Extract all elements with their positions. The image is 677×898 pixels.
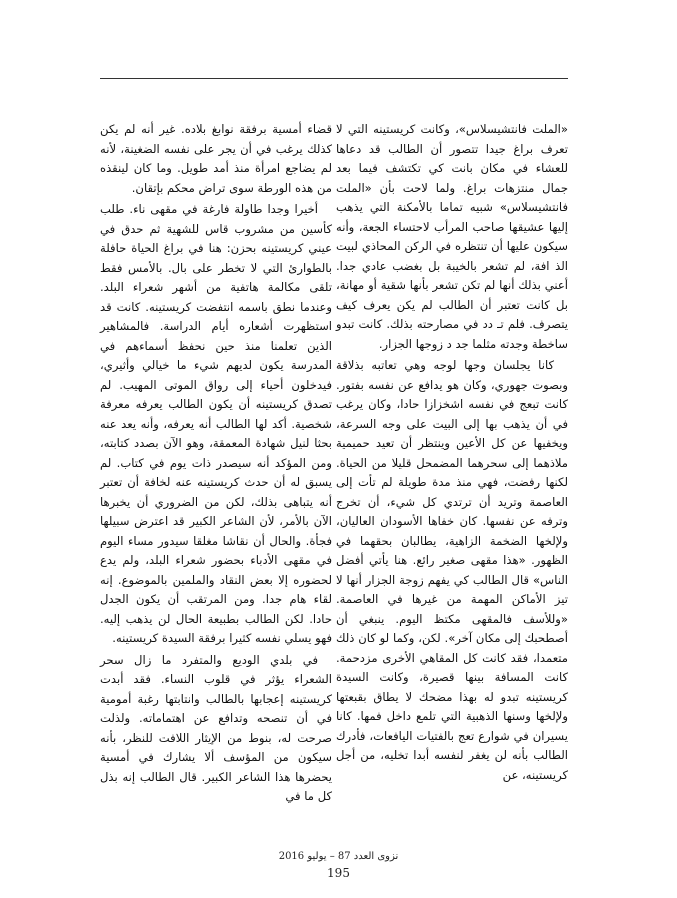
- page-number: 195: [327, 866, 350, 880]
- left-column: [100, 120, 332, 807]
- paragraph: «الملت فانتشيسلاس»، وكانت كريستينه التي لا تعرف براغ جيدا تتصور أن الطالب قد دعاها للعشاء في مكان بانت كي تكتشف فيما بعد جمال منتزهات براغ. ولما لاحت بأن «الملت فانتشيسلاس» شبيه تماما بالأمكنة التي يذهب إليها عشيقها صاحب المرأب لاحتساء الجعة، وأنه سيكون عليها أن تنتظره في الركن المحاذي لبيت الذ افة، لم تشعر بالخيبة بل بغضب عادي جدا. أعني بذلك أنها لم تكن تشعر بأنها شقية أو مهانة، بل كانت تعتبر أن الطالب لم يكن يعرف كيف يتصرف. فلم تـ دد في مصارحته بذلك. كانت تبدو ساخطة وجدته مثلما جد د زوجها الجزار.: [336, 122, 568, 351]
- paragraph: كانا يجلسان وجها لوجه وهي تعاتبه بذلاقة وبصوت جهوري، وكان هو يدافع عن نفسه بفتور. كانت تبعج في نفسه اشخزازا حادا، وكان يرغب في أن يذهب بها إلى البيت على وجه السرعة، ويخفيها عن كل الأعين وينتظر أن تعيد حميمية ملاذهما إلى سحرهما المضمحل قليلا من الحياة. لكنها رفضت، فهي منذ مدة طويلة لم تأت إلى العاصمة وتريد أن ترتدي كل شيء، أن تخرج وترفه عن نفسها. كان خفاها الأسودان العاليان، ولإلخها الضخمة الزاهية، يطالبان بحقهما في الظهور. «هذا مقهى صغير رائع. هنا يأتي أفضل الناس» قال الطالب كي يفهم زوجة الجزار أنها لا تيز الأماكن المهمة من غيرها في العاصمة. «وللأسف فالمقهى مكتظ اليوم. ينبغي أن أصطحبك إلى مكان آخر». لكن، وكما لو كان ذلك متعمدا، فقد كانت كل المقاهي الأخرى مزدحمة. كانت المسافة بينها قصيرة، وكانت السيدة كريستينه تبدو له بهذا مضحك لا يطاق بقبعتها ولإلخها وسنها الذهبية التي تلمع داخل فمها. كانا يسيران في شوارع تعج بالفتيات اليافعات، فأدرك الطالب بأنه لن يغفر لنفسه أبدا تخليه، من أجل كريستينه، عن: [336, 358, 568, 782]
- paragraph: في بلدي الوديع والمتفرد ما زال سحر الشعراء يؤثر في قلوب النساء. فقد أبدت كريستينه إعجابها بالطالب وانتابتها رغبة أمومية في أن تنصحه وتدافع عن اهتماماته. ولذلت صرحت له، بنوط من الإيثار اللافت للنظر، بأنه سيكون من المؤسف ألا يشارك في أمسية يحضرها هذا الشاعر الكبير. قال الطالب إنه بذل كل ما في: [100, 652, 332, 803]
- paragraph: أخيرا وجدا طاولة فارغة في مقهى ناء. طلب كأسين من مشروب قاس للشهية ثم حدق في عيني كريستينه بحزن: هنا في براغ الحياة حافلة بالطوارئ التي لا تخطر على بال. بالأمس فقط تلقى مكالمة هاتفية من أشهر شعراء البلد. وعندما نطق باسمه انتفضت كريستينه. كانت قد استظهرت أشعاره أيام الدراسة. فالمشاهير الذين تعلمنا منذ حين نحفظ أسماءهم في المدرسة يكون لديهم شيء ما خيالي وأثيري، فيدخلون أحياء إلى رواق الموتى المهيب. لم تصدق كريستينه أن يكون الطالب يعرفه معرفة شخصية. أكد لها الطالب أنه يعرفه، وأنه يعد عنه بحثا لنيل شهادة المعمقة، وهو الآن بصدد كتابته، ومن المؤكد أنه سيصدر ذات يوم في كتاب. لم يسبق له أن حدث كريستينه عنه لخافة أن تعتبر أنه يتباهى بذلك، لكن من الضروري أن يخبرها الآن بالأمر، لأن الشاعر الكبير قد اعترض سبيلها فجأة. والحال أن نقاشا مغلقا سيدور مساء اليوم في مقهى الأدباء بحضور شعراء البلد، ولم يدع لحضوره إلا بعض النقاد والملمين بالموضوع. إنه لقاء هام جدا. ومن المرتقب أن يكون الجدل حادا. لكن الطالب بطبيعة الحال لن يذهب إليه. فهو يسلي نفسه كثيرا برفقة السيدة كريستينه.: [100, 202, 332, 645]
- journal-issue-footer: نزوى العدد 87 – يوليو 2016: [278, 851, 399, 862]
- right-column: [336, 120, 568, 785]
- paragraph: قضاء أمسية برفقة نوابغ بلاده. غير أنه لم يكن كذلك يرغب في أن يجر على نفسه الضغينة، لأنه لم يضاجع امرأة منذ أمد طويل. وما كان لينقذه من هذه الورطة سوى تراض محكم بإتقان.: [100, 122, 332, 195]
- header-rule: [100, 78, 568, 79]
